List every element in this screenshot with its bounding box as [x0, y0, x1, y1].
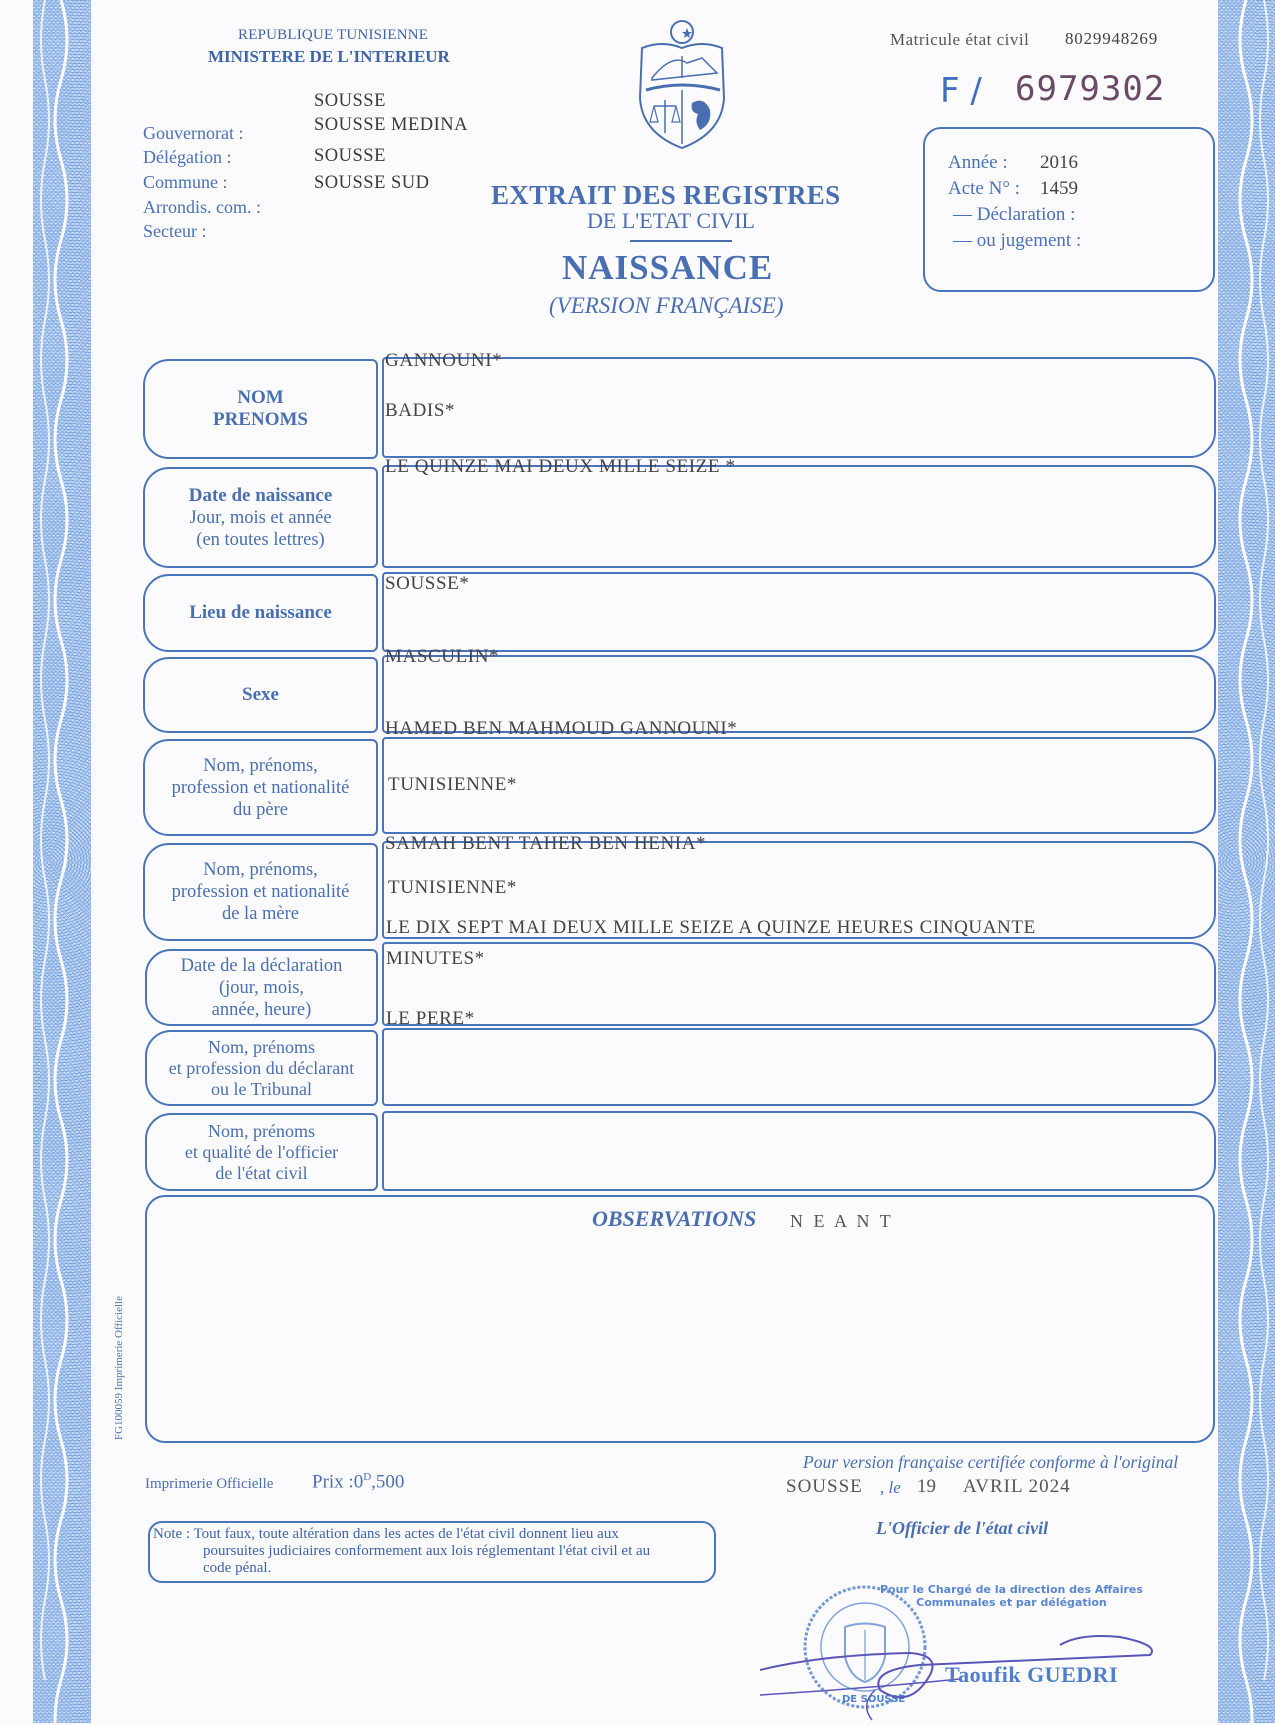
serial-prefix: F / [940, 71, 982, 111]
price-amount: ,500 [371, 1471, 405, 1493]
label-line: du père [233, 799, 288, 820]
label-line: NOM [237, 387, 284, 408]
value-mere-nom: SAMAH BENT TAHER BEN HENIA* [385, 833, 707, 854]
printer-vertical-mark: FG100059 Imprimerie Officielle [113, 1296, 125, 1440]
stamp-line: Pour le Chargé de la direction des Affaires [880, 1583, 1143, 1596]
stamp-line: Communales et par délégation [916, 1596, 1107, 1609]
row-label-pere [143, 739, 378, 836]
label-line: PRENOMS [213, 409, 308, 430]
label-line: profession et nationalité [171, 882, 350, 902]
guilloche-border-right [1218, 0, 1275, 1723]
label-line: Date de naissance [188, 484, 333, 506]
label-line: Nom, prénoms, [203, 860, 318, 880]
value-mere-nationalite: TUNISIENNE* [388, 877, 518, 898]
row-label-date-naissance [143, 467, 378, 568]
price-currency: D [363, 1471, 372, 1483]
label-line: Lieu de naissance [189, 602, 332, 623]
value-nom: GANNOUNI* [385, 350, 503, 371]
price [312, 1471, 404, 1493]
row-label-date-declaration [145, 949, 378, 1026]
place-value: SOUSSE [786, 1476, 863, 1497]
date-day: 19 [917, 1476, 936, 1497]
row-label-declarant [145, 1030, 378, 1106]
label-line: Date de la déclaration [180, 955, 343, 976]
row-label-mere [143, 843, 378, 941]
observations-value: N E A N T [790, 1211, 894, 1231]
value-pere-nationalite: TUNISIENNE* [388, 774, 518, 795]
value-date-naissance: LE QUINZE MAI DEUX MILLE SEIZE * [385, 456, 736, 477]
signatory-name: Taoufik GUEDRI [945, 1662, 1119, 1687]
label-line: Nom, prénoms, [203, 755, 318, 776]
date-le: , le [880, 1478, 901, 1497]
note-line: code pénal. [203, 1560, 272, 1576]
secteur-label: Secteur : [143, 221, 207, 241]
label-line: (en toutes lettres) [196, 529, 325, 550]
commune-label: Commune : [143, 172, 228, 192]
note-line: Note : Tout faux, toute altération dans les actes de l'état civil donnent lieu aux [153, 1526, 619, 1542]
value-date-declaration-cont: MINUTES* [386, 948, 485, 969]
value-date-declaration: LE DIX SEPT MAI DEUX MILLE SEIZE A QUINZE HEURES CINQUANTE [386, 917, 1036, 938]
label-line: Nom, prénoms [208, 1036, 315, 1057]
delegation-stamp-text [880, 1583, 1143, 1609]
row-label-nom-prenoms [143, 359, 378, 459]
value-sexe: MASCULIN* [385, 646, 500, 667]
value-lieu-naissance: SOUSSE* [385, 573, 470, 594]
label-line: et profession du déclarant [168, 1057, 355, 1078]
gouvernorat-value: SOUSSE MEDINA [314, 115, 469, 135]
observations-title: OBSERVATIONS [592, 1206, 757, 1231]
gouvernorat-label: Gouvernorat : [143, 123, 244, 143]
label-line: Nom, prénoms [208, 1120, 315, 1141]
title-naissance: NAISSANCE [562, 248, 774, 287]
scan-margin [0, 0, 33, 1723]
title-etat-civil: DE L'ETAT CIVIL [587, 208, 755, 233]
printer-label: Imprimerie Officielle [145, 1476, 274, 1492]
row-value-box-date-declaration [382, 942, 1216, 1026]
value-declarant: LE PERE* [386, 1008, 475, 1029]
officer-title: L'Officier de l'état civil [876, 1518, 1049, 1538]
label-line: Sexe [242, 684, 279, 705]
note-line: poursuites judiciaires conformement aux lois réglementant l'état civil et au [203, 1543, 651, 1559]
note-text [153, 1526, 713, 1577]
label-line: de l'état civil [215, 1162, 308, 1183]
observations-box [145, 1195, 1215, 1443]
arrondissement-label: Arrondis. com. : [143, 197, 261, 217]
jugement-label: — ou jugement : [953, 230, 1082, 251]
republic-heading: REPUBLIQUE TUNISIENNE [238, 27, 429, 43]
acte-value: 1459 [1040, 178, 1078, 199]
serial-number: 6979302 [1015, 69, 1166, 109]
guilloche-border-left [33, 0, 91, 1723]
matricule-label: Matricule état civil [890, 30, 1030, 49]
row-label-officier [145, 1113, 378, 1191]
ministry-heading: MINISTERE DE L'INTERIEUR [208, 47, 450, 66]
value-pere-nom: HAMED BEN MAHMOUD GANNOUNI* [385, 718, 738, 739]
commune-value: SOUSSE SUD [314, 173, 430, 193]
acte-label: Acte N° : [948, 178, 1020, 199]
label-line: (jour, mois, [218, 977, 305, 998]
title-extrait: EXTRAIT DES REGISTRES [491, 180, 841, 210]
region-top-value: SOUSSE [314, 91, 386, 111]
label-line: et qualité de l'officier [184, 1141, 339, 1162]
row-value-box-lieu-naissance [382, 572, 1216, 652]
title-version: (VERSION FRANÇAISE) [549, 293, 784, 318]
row-label-lieu-naissance [143, 574, 378, 652]
value-prenoms: BADIS* [385, 400, 456, 421]
seal-text: DE SOUSSE [842, 1694, 906, 1705]
row-value-box-declarant [382, 1028, 1216, 1106]
price-label: Prix :0 [312, 1471, 364, 1493]
annee-label: Année : [948, 152, 1008, 173]
row-value-box-nom-prenoms [382, 357, 1216, 458]
label-line: année, heure) [211, 999, 312, 1020]
delegation-value: SOUSSE [314, 146, 386, 166]
coat-of-arms-emblem [632, 18, 732, 153]
row-value-box-officier [382, 1111, 1216, 1191]
label-line: ou le Tribunal [210, 1078, 312, 1099]
row-label-sexe [143, 657, 378, 733]
declaration-label: — Déclaration : [953, 204, 1076, 225]
matricule-value: 8029948269 [1065, 29, 1158, 48]
label-line: de la mère [221, 904, 300, 924]
certified-text: Pour version française certifiée conforme à l'original [803, 1452, 1179, 1472]
delegation-label: Délégation : [143, 147, 232, 167]
label-line: Jour, mois et année [189, 507, 332, 528]
row-value-box-date-naissance [382, 465, 1216, 568]
date-month-year: AVRIL 2024 [963, 1476, 1071, 1497]
annee-value: 2016 [1040, 152, 1078, 173]
label-line: profession et nationalité [171, 777, 350, 798]
title-divider [630, 240, 732, 242]
